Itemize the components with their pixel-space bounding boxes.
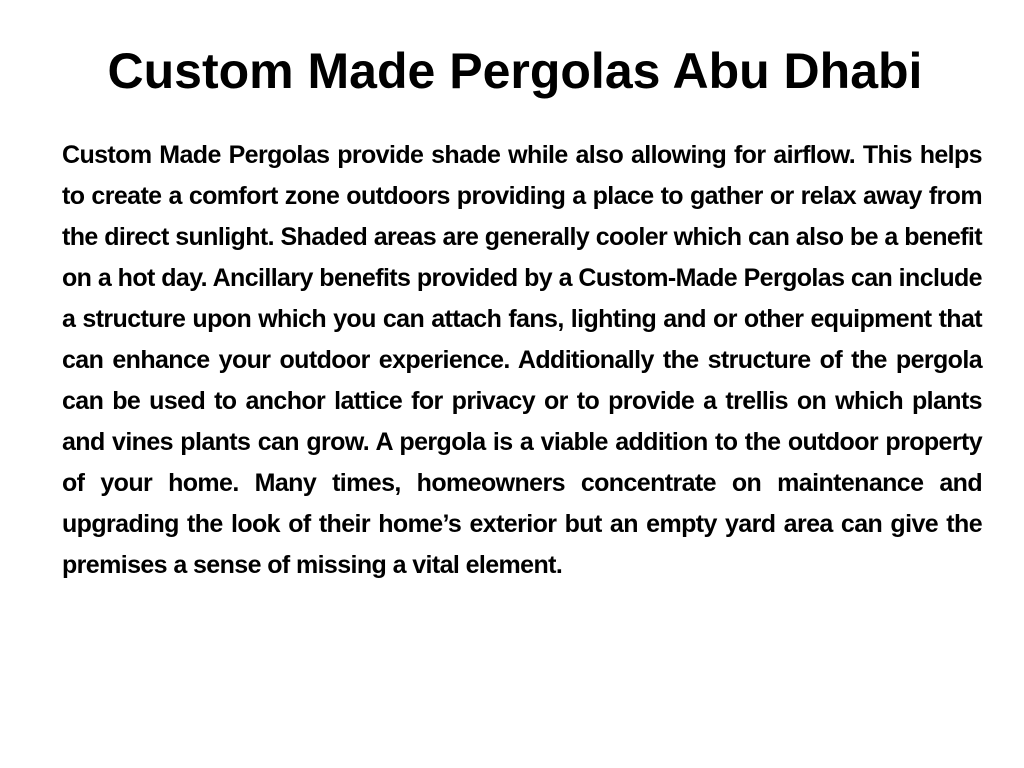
slide-body-text: Custom Made Pergolas provide shade while also allowing for airflow. This helps to create a comfort zone outdoors providing a place to gather or relax away from the direct sunlight. Shaded areas are generally cooler which can also be a benefit on a hot day. Ancillary benefits provided by a Custom-Made Pergolas can include a structure upon which you can attach fans, lighting and or other equipment that can enhance your outdoor experience. Additionally the structure of the pergola can be used to anchor lattice for privacy or to provide a trellis on which plants and vines plants can grow. A pergola is a viable addition to the outdoor property of your home. Many times, homeowners concentrate on maintenance and upgrading the look of their home’s exterior but an empty yard area can give the premises a sense of missing a vital element.	[62, 141, 982, 579]
slide-title: Custom Made Pergolas Abu Dhabi	[107, 43, 923, 99]
